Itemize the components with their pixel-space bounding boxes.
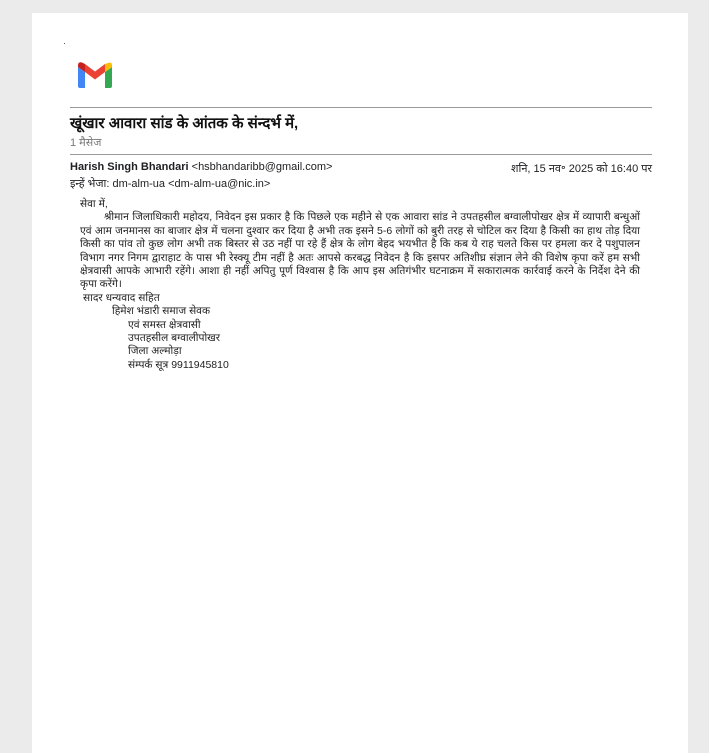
greeting: सेवा में, xyxy=(80,198,108,210)
message-body xyxy=(80,198,640,372)
signature-line-2: एवं समस्त क्षेत्रवासी xyxy=(128,318,201,331)
subject-divider xyxy=(70,154,652,155)
signature-line-3: उपतहसील बग्वालीपोखर xyxy=(128,332,221,345)
header-divider xyxy=(70,107,652,108)
signature-line-1: हिमेश भंडारी समाज सेवक xyxy=(112,305,211,318)
signature-line-5: संम्पर्क सूत्र 9911945810 xyxy=(128,358,229,371)
recipient-line xyxy=(70,176,270,191)
sender-email: <hsbhandaribb@gmail.com> xyxy=(191,161,333,173)
closing: सादर धन्यवाद सहित xyxy=(83,291,160,304)
gmail-logo-icon xyxy=(77,61,113,89)
stray-dot xyxy=(64,43,65,44)
sender-line xyxy=(70,161,332,173)
to-value: dm-alm-ua <dm-alm-ua@nic.in> xyxy=(112,178,271,190)
message-date: शनि, 15 नव॰ 2025 को 16:40 पर xyxy=(510,163,652,175)
email-subject: खूंखार आवारा सांड के आंतक के संन्दर्भ में, xyxy=(70,115,299,132)
signature-line-4: जिला अल्मोड़ा xyxy=(128,345,182,358)
sender-name: Harish Singh Bhandari xyxy=(70,161,189,173)
message-count: 1 मैसेज xyxy=(70,137,102,149)
printed-email-page xyxy=(32,13,688,753)
body-paragraph: श्रीमान जिलाधिकारी महोदय, निवेदन इस प्रकार है कि पिछले एक महीने से एक आवारा सांड ने उपतहसील बग्वालीपोखर क्षेत्र में व्यापारी बन्धुओं एवं आम जनमानस का बाजार क्षेत्र में चलना दुश्वार कर दिया है अभी तक इसने 5-6 लोगों को बुरी तरह से चोटिल कर दिया है किसी का हाथ तोड़ दिया किसी का पांव तो कुछ लोग अभी तक बिस्तर से उठ नहीं पा रहे हैं क्षेत्र के लोग बेहद भयभीत है कि कब ये राह चलते किस पर हमला कर दे पशुपालन विभाग नगर निगम द्वाराहाट के पास भी रेस्क्यू टीम नहीं है अतः आपसे करबद्ध निवेदन है कि इसपर अतिशीघ्र संज्ञान लेने की विशेष कृपा करें हम सभी क्षेत्रवासी आपके आभारी रहेंगे। आशा ही नहीं अपितु पूर्ण विश्वास है कि आप इस अतिगंभीर घटनाक्रम में सकारात्मक कार्रवाई करने के निर्देश देने की कृपा करेंगे। xyxy=(80,211,640,291)
to-label: इन्हें भेजा: xyxy=(70,178,110,190)
